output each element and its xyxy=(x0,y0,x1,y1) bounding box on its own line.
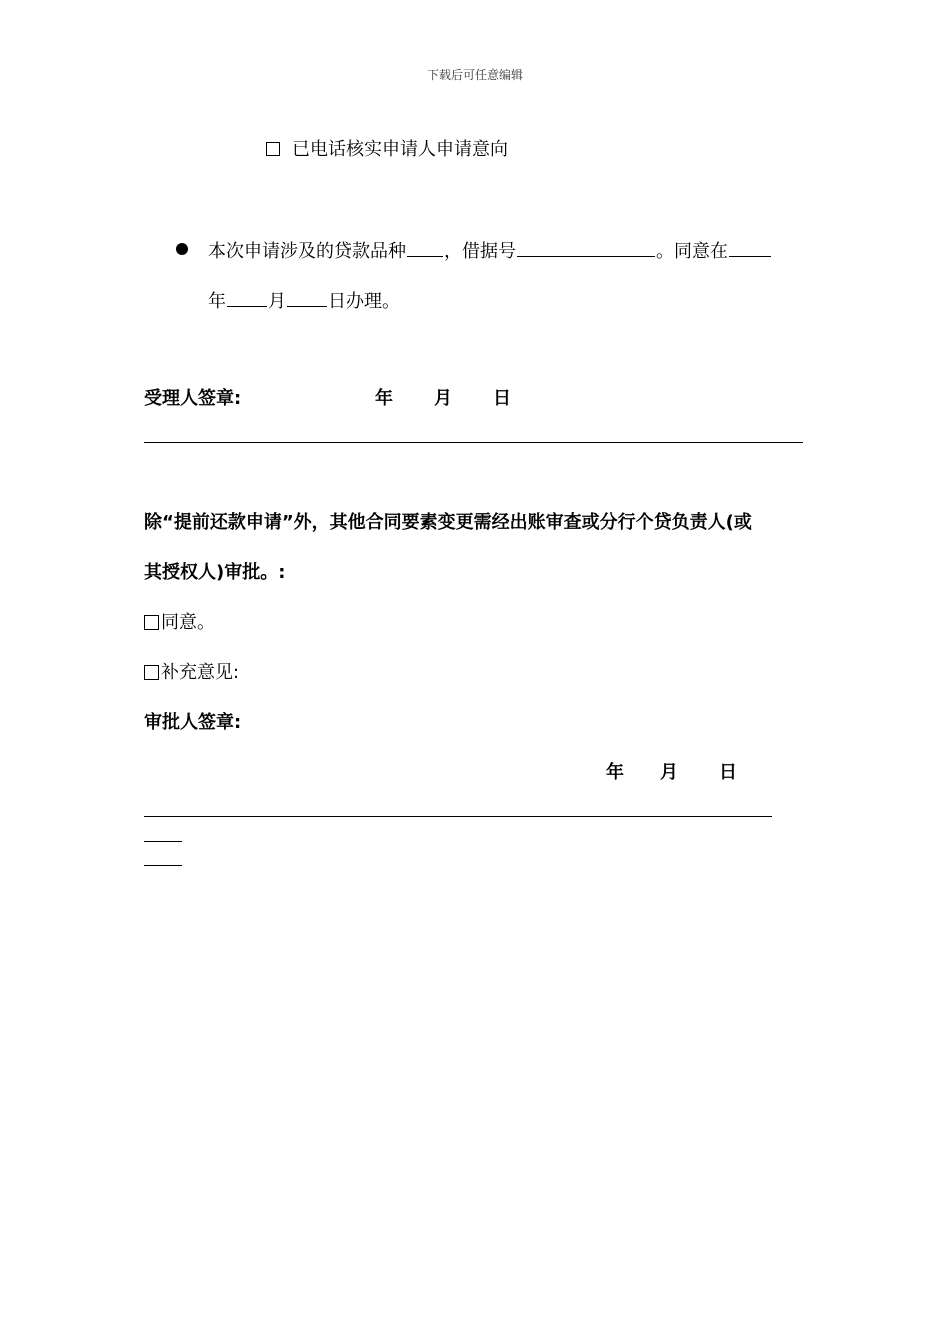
day-label: 日办理。 xyxy=(328,291,400,312)
option-agree-label: 同意。 xyxy=(161,612,215,633)
short-line-2 xyxy=(144,865,182,866)
checkbox-phone-verified[interactable] xyxy=(266,142,280,156)
page-header: 下载后可任意编辑 xyxy=(426,68,523,82)
agree-year-blank[interactable] xyxy=(729,238,771,257)
iou-number-label: ，借据号 xyxy=(444,241,516,262)
handler-month: 月 xyxy=(434,388,452,409)
short-line-1 xyxy=(144,841,182,842)
loan-type-blank[interactable] xyxy=(407,238,443,257)
section-divider xyxy=(144,442,803,443)
handler-year: 年 xyxy=(375,388,393,409)
handler-signature-label: 受理人签章: xyxy=(144,388,242,409)
loan-type-label: 本次申请涉及的贷款品种 xyxy=(208,241,406,262)
option-agree[interactable] xyxy=(144,611,215,635)
day-blank[interactable] xyxy=(287,288,327,307)
phone-verified-label: 已电话核实申请人申请意向 xyxy=(292,139,508,160)
iou-number-blank[interactable] xyxy=(517,238,655,257)
month-blank[interactable] xyxy=(227,288,267,307)
loan-statement-line1 xyxy=(208,238,772,264)
bullet-icon xyxy=(176,243,188,255)
handler-day: 日 xyxy=(493,388,511,409)
checkbox-agree[interactable] xyxy=(144,615,159,630)
agree-date-label: 。同意在 xyxy=(656,241,728,262)
checkbox-supplement[interactable] xyxy=(144,665,159,680)
approver-year: 年 xyxy=(606,762,624,783)
phone-verified-item xyxy=(266,138,508,162)
option-supplement-label: 补充意见: xyxy=(161,662,240,683)
loan-statement-line2 xyxy=(208,288,400,314)
approver-signature-line xyxy=(144,816,772,817)
approver-day: 日 xyxy=(719,762,737,783)
year-label: 年 xyxy=(208,291,226,312)
approval-note-line1: 除“提前还款申请”外，其他合同要素变更需经出账审查或分行个贷负责人(或 xyxy=(144,512,752,533)
approval-note-line2: 其授权人)审批。: xyxy=(144,562,286,583)
option-supplement[interactable] xyxy=(144,661,239,685)
month-label: 月 xyxy=(268,291,286,312)
approver-month: 月 xyxy=(660,762,678,783)
approver-signature-label: 审批人签章: xyxy=(144,712,242,733)
